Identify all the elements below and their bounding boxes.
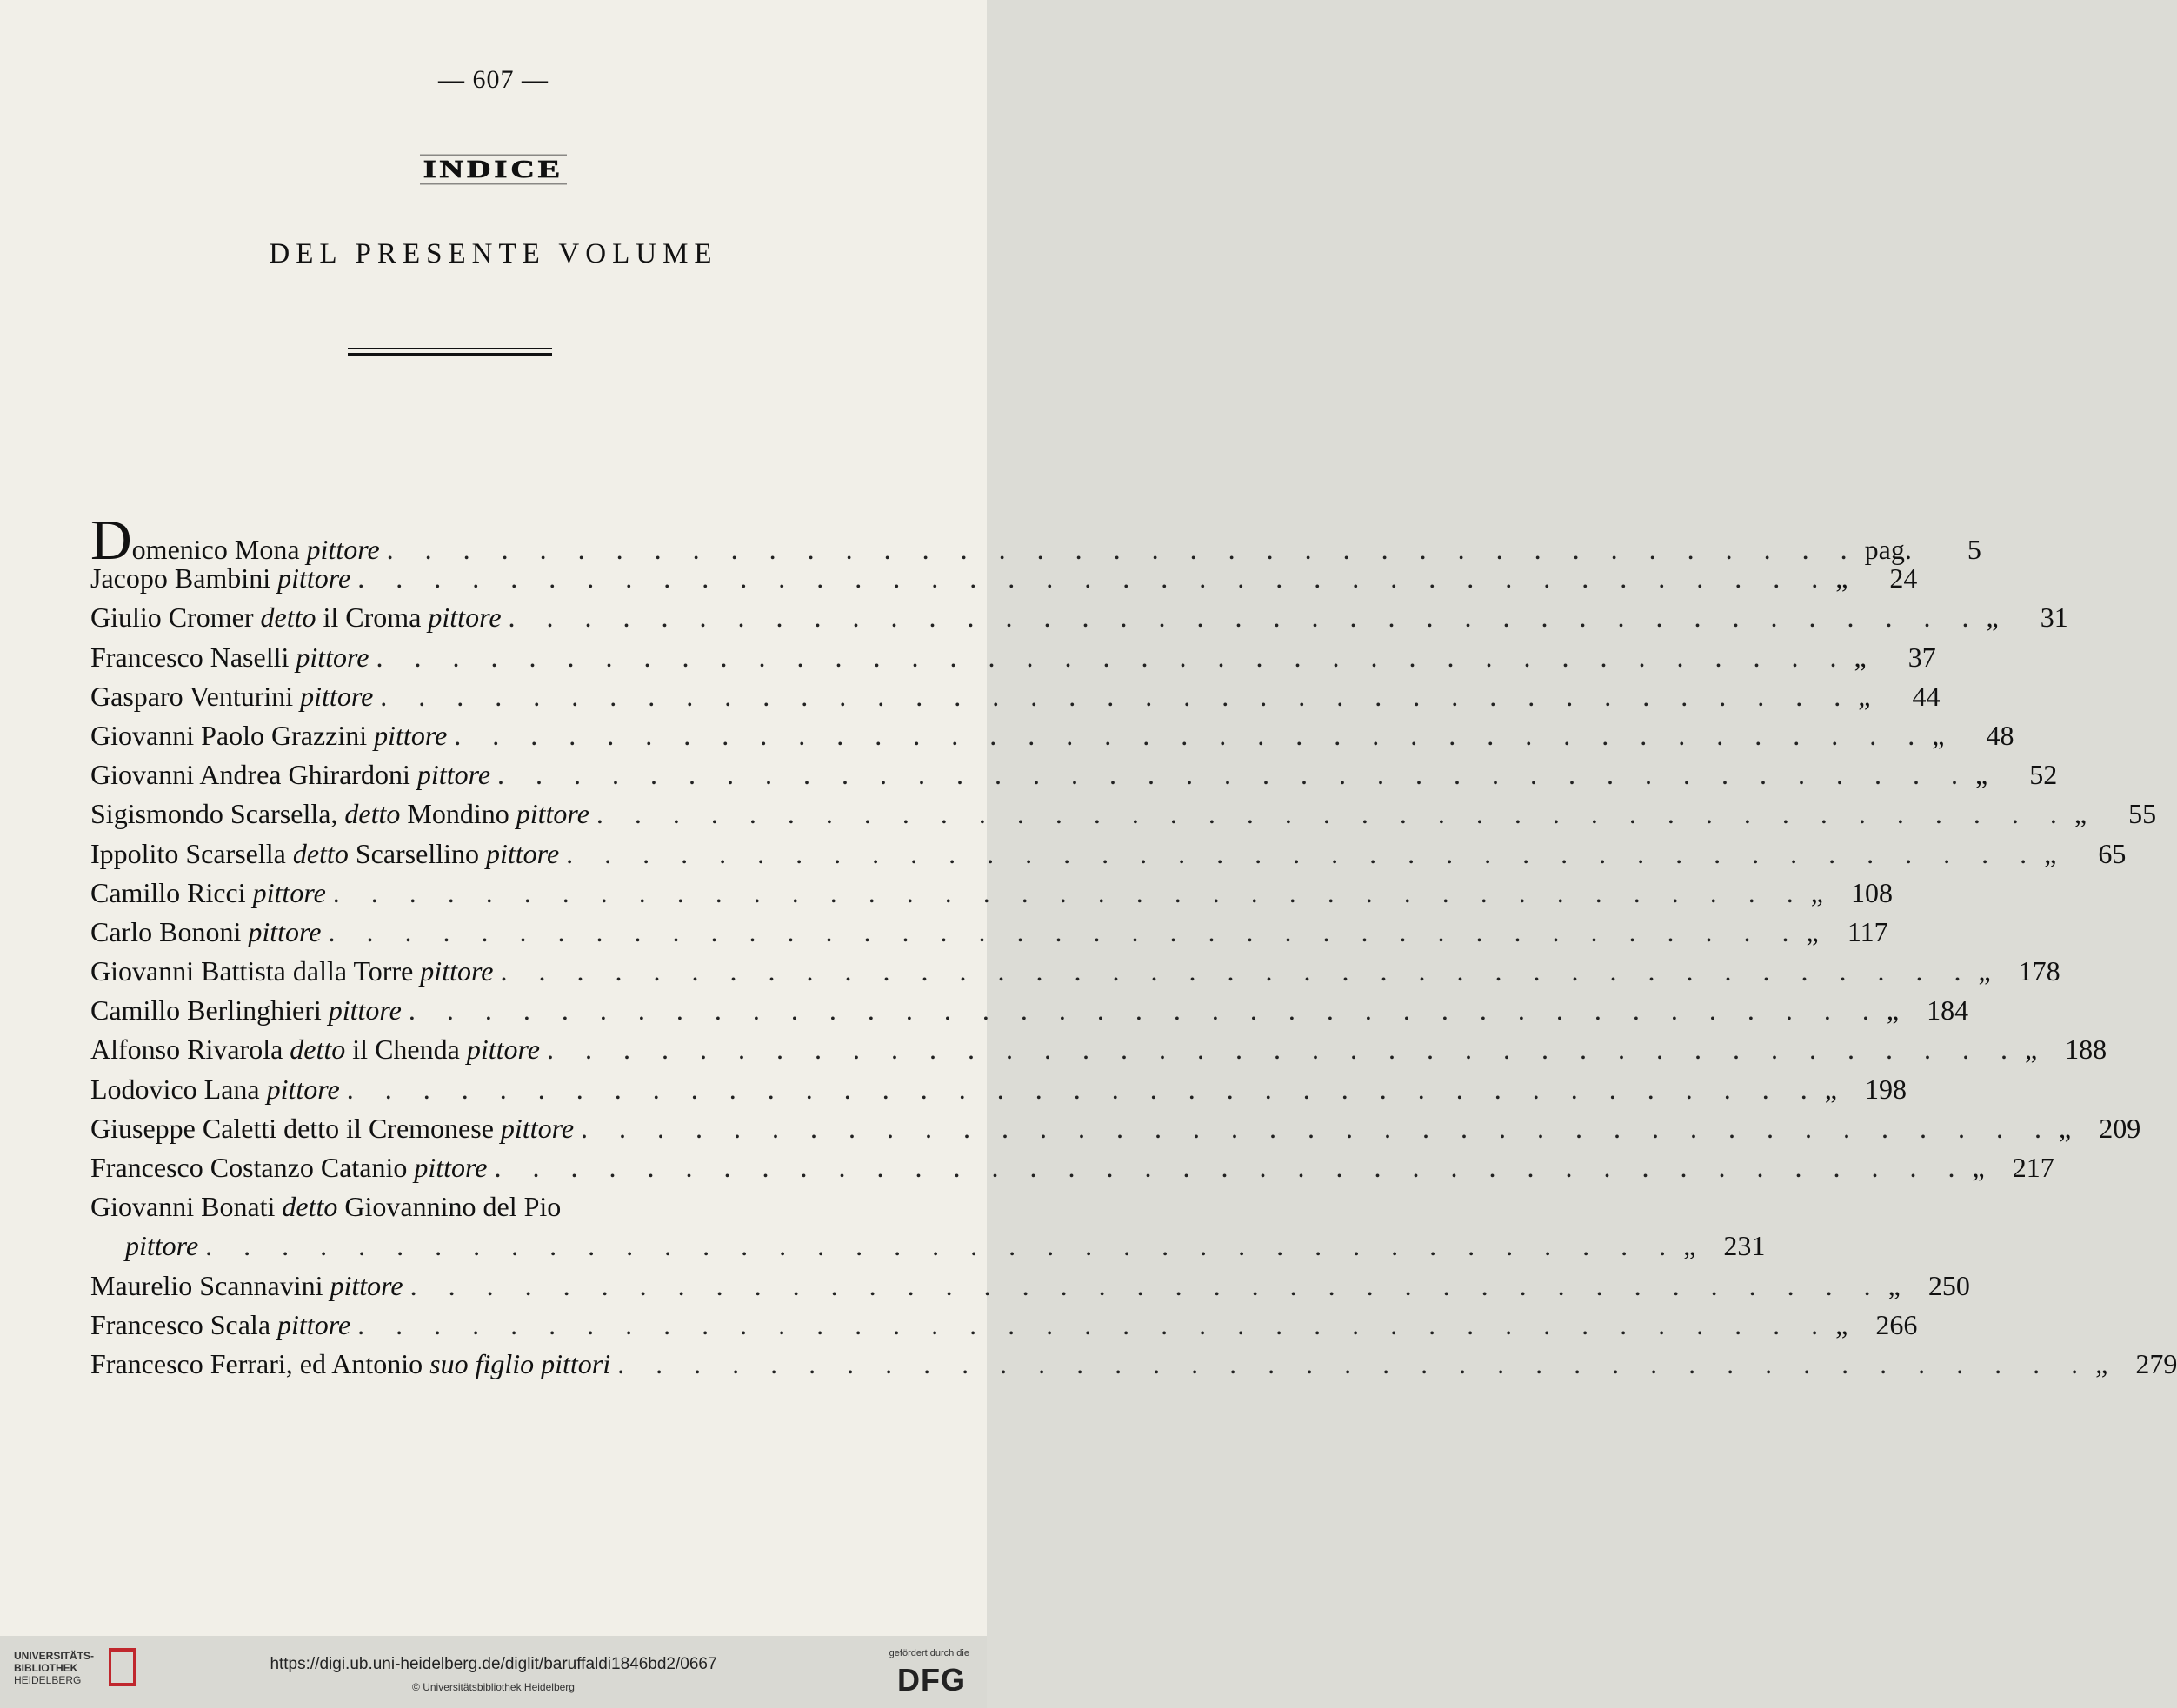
page-number: — 607 —	[438, 65, 549, 94]
toc-entry-role: pittore	[428, 601, 502, 634]
funder-note: gefördert durch die	[889, 1648, 969, 1658]
toc-entry[interactable]	[90, 1347, 2177, 1387]
toc-entry[interactable]	[90, 601, 2068, 641]
toc-entry[interactable]	[90, 837, 2127, 877]
toc-entry-epithet: Scarsellino	[355, 837, 479, 869]
dot-leader: . . . . . . . . . . . . . . . . . . . . . . . . . . . . . . . . . . . . . . .	[332, 876, 1806, 908]
index-heading	[0, 150, 987, 189]
toc-entry[interactable]	[90, 680, 1941, 720]
index-heading-text: INDICE	[420, 155, 567, 185]
toc-entry-epithet-label: detto	[292, 837, 349, 869]
toc-entry-title	[90, 1073, 340, 1106]
toc-entry[interactable]	[90, 1269, 1970, 1309]
toc-entry-title	[90, 994, 402, 1027]
toc-entry[interactable]	[90, 1191, 838, 1230]
footer-bar	[0, 1636, 987, 1708]
toc-entry-page: 266	[1875, 1308, 1918, 1340]
toc-entry-epithet: il Croma	[323, 601, 422, 634]
toc-entry[interactable]	[90, 994, 1969, 1033]
toc-entry-page: 231	[1723, 1230, 1766, 1262]
toc-entry-role: pittore	[330, 1269, 403, 1301]
toc-entry-role: pittore	[248, 915, 322, 947]
toc-entry-title	[90, 720, 447, 752]
toc-entry-name: Giovanni Bonati	[90, 1191, 276, 1223]
library-logo-line1: UNIVERSITÄTS-	[14, 1650, 95, 1662]
toc-entry-separator: pag.	[1864, 534, 1912, 565]
toc-entry-page: 31	[2040, 601, 2068, 634]
dot-leader: . . . . . . . . . . . . . . . . . . . . . . . . . . . . . . . . . . . . . . .	[409, 1269, 1883, 1301]
toc-entry-epithet-label: detto	[344, 798, 401, 830]
toc-entry[interactable]	[90, 1033, 2107, 1073]
toc-entry-page: 37	[1907, 641, 1936, 673]
toc-entry-name: Maurelio Scannavini	[90, 1269, 323, 1301]
toc-entry-title	[90, 562, 350, 595]
toc-entry-separator: „	[1683, 1230, 1696, 1262]
toc-entry-title	[90, 1033, 540, 1066]
toc-entry[interactable]	[90, 759, 2058, 798]
toc-entry[interactable]	[90, 562, 1918, 601]
toc-entry[interactable]	[90, 1152, 2054, 1191]
toc-entry-title	[90, 955, 493, 987]
dot-leader: . . . . . . . . . . . . . . . . . . . . . . . . . . . . . . . . . . . . . . .	[497, 759, 1971, 791]
toc-entry[interactable]	[90, 798, 2157, 837]
dot-leader: . . . . . . . . . . . . . . . . . . . . . . . . . . . . . . . . . . . . . . .	[328, 915, 1801, 947]
toc-entry-role: pittore	[266, 1073, 340, 1105]
toc-entry-title	[90, 601, 502, 634]
toc-entry-title	[90, 641, 369, 674]
dot-leader: . . . . . . . . . . . . . . . . . . . . . . . . . . . . . . . . . . . . . . .	[566, 837, 2040, 869]
toc-entry-page: 52	[2029, 759, 2058, 791]
toc-entry-title	[90, 838, 559, 870]
toc-entry[interactable]	[90, 1073, 1907, 1113]
drop-cap-letter: D	[90, 508, 132, 572]
toc-entry[interactable]	[90, 1308, 1918, 1348]
toc-entry-role: pittore	[277, 1308, 351, 1340]
toc-entry-name: Francesco Naselli	[90, 641, 290, 673]
toc-entry-separator: „	[1975, 759, 1988, 791]
toc-entry-role: pittore	[486, 837, 560, 869]
toc-entry[interactable]	[90, 955, 2060, 994]
toc-entry-name: omenico Mona	[131, 534, 300, 565]
toc-entry-epithet-label: detto	[290, 1033, 346, 1066]
toc-entry-page: 209	[2099, 1112, 2141, 1144]
dot-leader: . . . . . . . . . . . . . . . . . . . . . . . . . . . . . . . . . . . . . . .	[380, 680, 1854, 712]
toc-entry-name: Francesco Costanzo Catanio	[90, 1152, 408, 1183]
toc-entry-title	[90, 1348, 610, 1380]
decorative-rule-thin	[348, 348, 552, 349]
toc-entry-page: 188	[2065, 1033, 2107, 1066]
toc-entry-page: 48	[1986, 719, 2014, 751]
toc-entry-title	[90, 1191, 561, 1223]
toc-entry-name: Francesco Scala	[90, 1308, 271, 1340]
toc-entry-role: pittore	[252, 876, 326, 908]
toc-entry-epithet-label: detto	[260, 601, 316, 634]
dot-leader: . . . . . . . . . . . . . . . . . . . . . . . . . . . . . . . . . . . . . . .	[454, 719, 1927, 751]
toc-entry-title	[90, 1152, 487, 1184]
dot-leader: . . . . . . . . . . . . . . . . . . . . . . . . . . . . . . . . . . . . . . .	[596, 798, 2069, 830]
toc-entry-separator: „	[1854, 641, 1867, 673]
toc-entry-page: 44	[1912, 680, 1941, 712]
toc-entry-name: Giovanni Paolo Grazzini	[90, 719, 368, 751]
toc-entry-tail: suo figlio pittori	[429, 1347, 611, 1379]
toc-entry-separator: „	[1932, 719, 1945, 751]
dot-leader: . . . . . . . . . . . . . . . . . . . . . . . . . . . . . . . . . . . . . . .	[494, 1152, 1967, 1183]
toc-entry-separator: „	[1810, 876, 1823, 908]
toc-entry-separator: „	[2095, 1347, 2108, 1379]
toc-entry-title	[90, 916, 321, 948]
dot-leader: . . . . . . . . . . . . . . . . . . . . . . . . . . . . . . . . . . . . . . .	[408, 994, 1881, 1027]
toc-entry-separator: „	[2074, 798, 2087, 830]
library-logo-line3: HEIDELBERG	[14, 1674, 82, 1686]
permalink-url[interactable]: https://digi.ub.uni-heidelberg.de/diglit/baruffaldi1846bd2/0667	[270, 1655, 717, 1673]
toc-entry-separator: „	[1835, 1308, 1848, 1340]
toc-entry-title	[90, 798, 589, 830]
toc-entry[interactable]	[90, 641, 1936, 681]
toc-entry-role: pittore	[416, 759, 491, 791]
dot-leader: . . . . . . . . . . . . . . . . . . . . . . . . . . . . . . . . . . . . . . .	[357, 562, 1831, 595]
dot-leader: . . . . . . . . . . . . . . . . . . . . . . . . . . . . . . . . . . . . . . .	[357, 1308, 1831, 1340]
dot-leader: . . . . . . . . . . . . . . . . . . . . . . . . . . . . . . . . . . . . . . .	[617, 1347, 2091, 1379]
dot-leader: . . . . . . . . . . . . . . . . . . . . . . . . . . . . . . . . . . . . . . .	[500, 955, 1974, 987]
toc-entry-name: Giovanni Battista dalla Torre	[90, 955, 414, 987]
toc-entry-name: Alfonso Rivarola	[90, 1033, 283, 1066]
toc-entry-page: 5	[1967, 534, 1981, 565]
toc-entry-separator: „	[1978, 955, 1991, 987]
toc-entry-title	[125, 1230, 198, 1262]
copyright-notice: © Universitätsbibliothek Heidelberg	[412, 1681, 575, 1693]
toc-entry[interactable]	[90, 508, 1981, 572]
toc-entry-name: Giulio Cromer	[90, 601, 254, 634]
toc-entry-page: 55	[2128, 798, 2157, 830]
toc-entry-role: pittore	[516, 798, 589, 830]
toc-entry-role: pittore	[125, 1230, 199, 1262]
toc-entry-separator: „	[1886, 994, 1900, 1027]
toc-entry-name: Jacopo Bambini	[90, 562, 271, 595]
toc-entry-separator: „	[1972, 1152, 1985, 1183]
toc-entry-name: Giuseppe Caletti detto il Cremonese	[90, 1112, 494, 1144]
toc-entry-separator: „	[2059, 1112, 2072, 1144]
toc-entry-page: 198	[1864, 1073, 1907, 1105]
dot-leader: . . . . . . . . . . . . . . . . . . . . . . . . . . . . . . . . . . . . . . .	[346, 1073, 1820, 1105]
toc-entry-role: pittore	[300, 680, 374, 712]
toc-entry-title	[90, 1270, 403, 1302]
toc-entry-name: Lodovico Lana	[90, 1073, 260, 1105]
toc-entry-name: Gasparo Venturini	[90, 680, 294, 712]
library-logo-line2: BIBLIOTHEK	[14, 1662, 78, 1674]
toc-entry-role: pittore	[374, 719, 448, 751]
toc-entry-separator: „	[2044, 837, 2057, 869]
toc-entry-role: pittore	[296, 641, 369, 673]
dot-leader: . . . . . . . . . . . . . . . . . . . . . . . . . . . . . . . . . . . . . . .	[386, 534, 1860, 565]
toc-entry-title	[90, 681, 373, 713]
toc-entry[interactable]	[90, 1230, 1766, 1269]
toc-entry-name: Camillo Berlinghieri	[90, 994, 322, 1027]
toc-entry-name: Giovanni Andrea Ghirardoni	[90, 759, 410, 791]
toc-entry-title	[90, 1309, 350, 1341]
toc-entry-epithet-label: detto	[282, 1191, 338, 1223]
toc-entry-page: 217	[2012, 1152, 2054, 1183]
dot-leader: . . . . . . . . . . . . . . . . . . . . . . . . . . . . . . . . . . . . . . .	[546, 1033, 2020, 1066]
toc-entry-epithet: Mondino	[407, 798, 509, 830]
toc-entry-page: 24	[1889, 562, 1918, 595]
dot-leader: . . . . . . . . . . . . . . . . . . . . . . . . . . . . . . . . . . . . . . .	[376, 641, 1849, 673]
dot-leader: . . . . . . . . . . . . . . . . . . . . . . . . . . . . . . . . . . . . . . .	[581, 1112, 2054, 1144]
toc-entry-separator: „	[2024, 1033, 2038, 1066]
toc-entry-title	[90, 1113, 574, 1145]
toc-entry-page: 65	[2098, 837, 2127, 869]
toc-entry-role: pittore	[414, 1152, 488, 1183]
toc-entry-role: pittore	[500, 1112, 575, 1144]
decorative-rule-thick	[348, 353, 552, 356]
table-of-contents	[90, 508, 2177, 1387]
toc-entry[interactable]	[90, 915, 1888, 955]
toc-entry-role: pittore	[466, 1033, 540, 1066]
toc-entry-separator: „	[1986, 601, 1999, 634]
toc-entry-page: 117	[1847, 915, 1888, 947]
toc-entry-epithet: il Chenda	[352, 1033, 460, 1066]
toc-entry-name: Ippolito Scarsella	[90, 837, 286, 869]
toc-entry-name: Camillo Ricci	[90, 876, 246, 908]
toc-entry-name: Francesco Ferrari, ed Antonio	[90, 1347, 423, 1379]
toc-entry-name: Carlo Bononi	[90, 915, 242, 947]
dfg-logo: DFG	[897, 1662, 966, 1698]
toc-entry-separator: „	[1887, 1269, 1901, 1301]
toc-entry-title	[90, 508, 380, 572]
toc-entry-page: 178	[2018, 955, 2060, 987]
toc-entry[interactable]	[90, 876, 1893, 916]
toc-entry-page: 184	[1927, 994, 1969, 1027]
toc-entry[interactable]	[90, 719, 2014, 759]
toc-entry-separator: „	[1858, 680, 1871, 712]
toc-entry-title	[90, 877, 326, 909]
toc-entry-role: pittore	[277, 562, 351, 595]
toc-entry-separator: „	[1806, 915, 1819, 947]
toc-entry-separator: „	[1835, 562, 1848, 595]
toc-entry-role: pittore	[306, 534, 380, 565]
toc-entry-page: 279	[2135, 1347, 2177, 1379]
toc-entry[interactable]	[90, 1112, 2141, 1152]
toc-entry-separator: „	[1824, 1073, 1837, 1105]
toc-entry-name: Sigismondo Scarsella,	[90, 798, 338, 830]
toc-entry-page: 108	[1850, 876, 1893, 908]
toc-entry-title	[90, 759, 490, 791]
dot-leader: . . . . . . . . . . . . . . . . . . . . . . . . . . . . . . . . . . . . . . .	[205, 1230, 1679, 1262]
toc-entry-page: 250	[1927, 1269, 1970, 1301]
index-subheading: DEL PRESENTE VOLUME	[269, 238, 718, 269]
toc-entry-epithet: Giovannino del Pio	[344, 1191, 562, 1223]
dot-leader: . . . . . . . . . . . . . . . . . . . . . . . . . . . . . . . . . . . . . . .	[508, 601, 1981, 634]
toc-entry-role: pittore	[420, 955, 494, 987]
toc-entry-role: pittore	[328, 994, 402, 1027]
